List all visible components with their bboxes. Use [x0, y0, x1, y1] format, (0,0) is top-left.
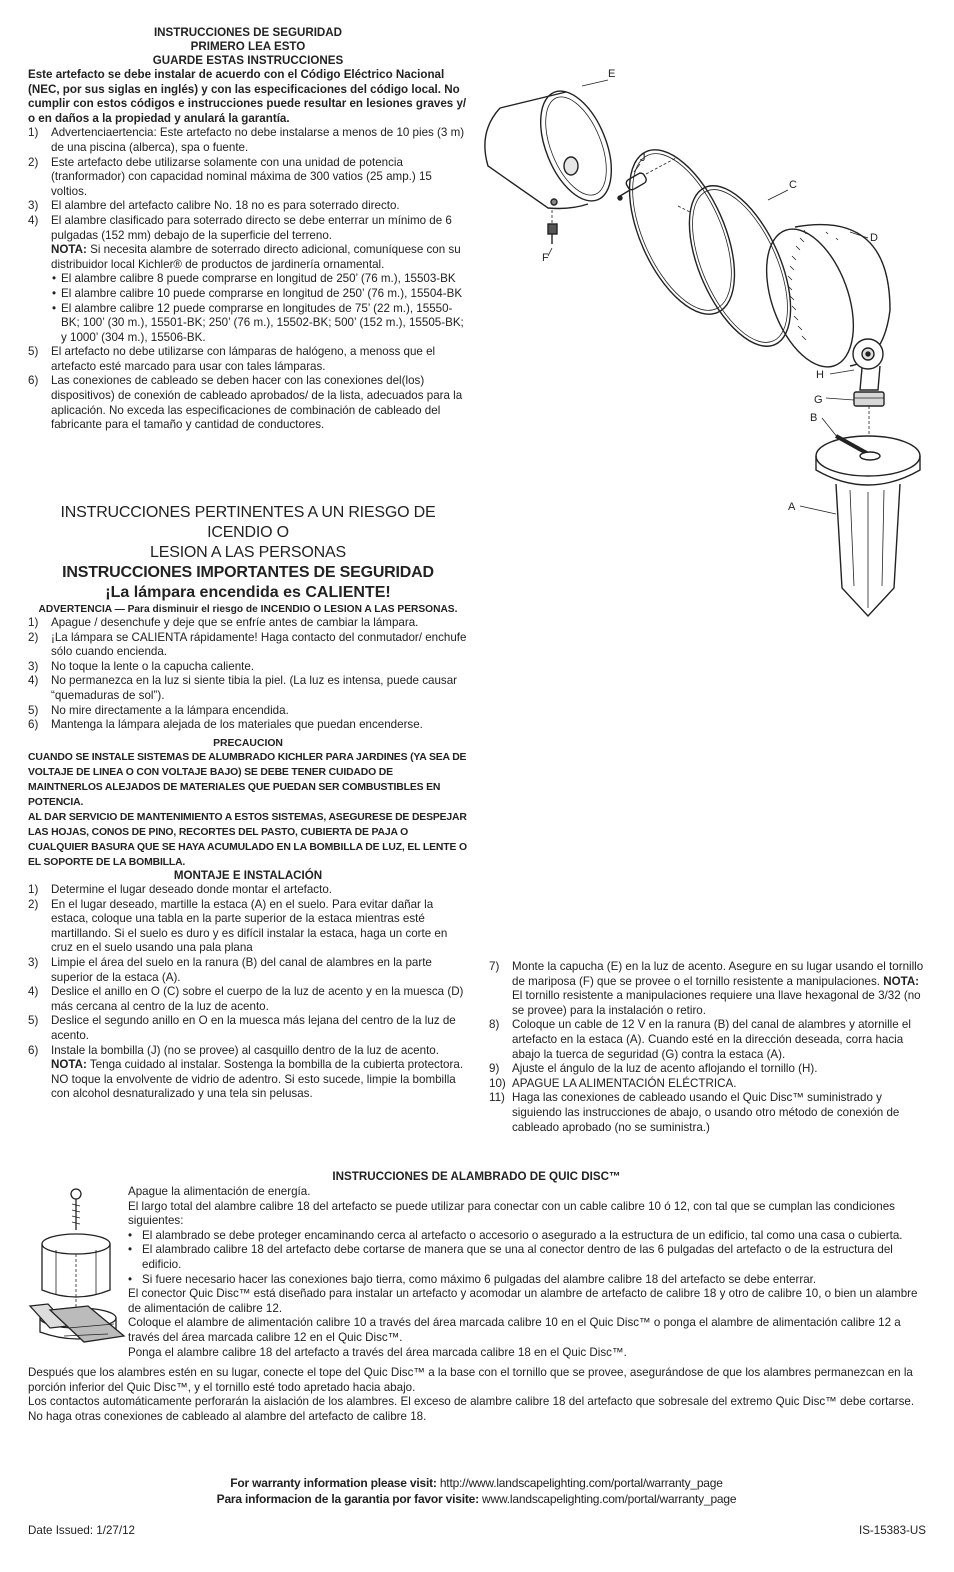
label-a: A	[788, 501, 796, 513]
install-step: 1) Determine el lugar deseado donde montar el artefacto.	[28, 883, 332, 896]
install-step: 10) APAGUE LA ALIMENTACIÓN ELÉCTRICA.	[489, 1076, 737, 1090]
install-step: 9) Ajuste el ángulo de la luz de acento aflojando el tornillo (H).	[489, 1062, 818, 1076]
fixture-exploded-diagram	[470, 60, 940, 630]
fire-item: 1) Apague / desenchufe y deje que se enfríe antes de cambiar la lámpara.	[28, 616, 419, 629]
hood-part	[485, 81, 626, 211]
safety-title: INSTRUCCIONES DE SEGURIDAD PRIMERO LEA ESTO GUARDE ESTAS INSTRUCCIONES	[152, 26, 344, 67]
hot-lamp-heading: ¡La lámpara encendida es CALIENTE!	[105, 584, 391, 601]
safety-item: 4) El alambre clasificado para soterrado directo se debe enterrar un mínimo de 6 pulgadas (152 mm) debajo de la superficie del terreno.	[28, 213, 452, 242]
quic-disc-instructions: Apague la alimentación de energía. El largo total del alambre calibre 18 del artefacto se puede utilizar para conectar con un cable calibre 10 ó 12, con tal que se cumplan las condiciones siguientes: • El alambrado se debe proteger encaminando cerca al artefacto o accesorio o asegurado a la estructura de un edificio, tal como una casa o cubierta. • El alambrado calibre 18 del artefacto debe cortarse de manera que se una al conector dentro de las 6 pulgadas del artefacto o de la estructura del edificio. • Si fuere necesario hacer las conexiones bajo tierra, como máximo 6 pulgadas del alambre calibre 18 del artefacto se debe enterrar. El conector Quic Disc™ está diseñado para instalar un artefacto y acomodar un alambre de artefacto de calibre 18 y otro de calibre 10, o bien un alambre de alimentación de calibre 12. Coloque el alambre de alimentación calibre 10 a través del área marcada calibre 10 en el Quic Disc™ o ponga el alambre de alimentación calibre 12 a través del área marcada calibre 12 en el Quic Disc™. Ponga el alambre calibre 18 del artefacto a través del área marcada calibre 18 en el Quic Disc™.	[128, 1185, 925, 1360]
fire-warning: ADVERTENCIA — Para disminuir el riesgo de INCENDIO O LESION A LAS PERSONAS.	[38, 604, 458, 615]
fire-heading-1: INSTRUCCIONES PERTINENTES A UN RIESGO DE ICENDIO O	[60, 504, 436, 541]
install-step: 5) Deslice el segundo anillo en O en la muesca más lejana del centro de la luz de acento.	[28, 1014, 456, 1042]
quic-bullet: • Si fuere necesario hacer las conexiones bajo tierra, como máximo 6 pulgadas del alambre calibre 18 del artefacto se debe enterrar.	[128, 1272, 817, 1286]
fire-item: 4) No permanezca en la luz si siente tibia la piel. (La luz es intensa, puede causar “quemaduras de sol”).	[28, 674, 458, 702]
install-step: 11) Haga las conexiones de cableado usando el Quic Disc™ suministrado y siguiendo las instrucciones de abajo, o usando otro método de conexión de cableado aprobado (no se suministra.)	[489, 1091, 900, 1134]
document-code: IS-15383-US	[858, 1524, 926, 1537]
caution-paragraph: AL DAR SERVICIO DE MANTENIMIENTO A ESTOS SISTEMAS, ASEGURESE DE DESPEJAR LAS HOJAS, CONOS DE PINO, RECORTES DEL PASTO, CUBIERTA DE PAJA O CUALQUIER BASURA QUE SE HAYA ACUMULADO EN LA BOMBILLA DE LUZ, EL LENTE O EL SOPORTE DE LA BOMBILLA.	[28, 812, 467, 868]
safety-intro: Este artefacto se debe instalar de acuerdo con el Código Eléctrico Nacional (NEC, por sus siglas en inglés) y con las especificaciones del código local. No cumplir con estos códigos e instrucciones puede resultar en lesiones graves y/ o en daños a la propiedad y anulará la garantía.	[28, 68, 467, 125]
thumb-screw-part	[548, 210, 557, 244]
quic-bullet: • El alambrado se debe proteger encaminando cerca al artefacto o accesorio o asegurado a la estructura de un edificio, tal como una casa o cubierta.	[128, 1228, 903, 1242]
label-g: G	[814, 394, 823, 406]
warranty-link-en[interactable]: http://www.landscapelighting.com/portal/warranty_page	[436, 1476, 723, 1490]
fire-heading-3: INSTRUCCIONES IMPORTANTES DE SEGURIDAD	[62, 564, 434, 581]
install-step: 6) Instale la bombilla (J) (no se provee) al casquillo dentro de la luz de acento. NOTA: Tenga cuidado al instalar. Sostenga la bombilla de la cubierta protectora. NO toque la envolvente de vidrio de adentro. Si esto sucede, limpie la bombilla con alcohol desnaturalizado y una tela sin pelusas.	[28, 1043, 464, 1101]
wire-bullet: • El alambre calibre 8 puede comprarse en longitud de 250’ (76 m.), 15503-BK	[52, 272, 456, 286]
caution-section	[28, 737, 468, 870]
fire-section	[28, 503, 468, 733]
date-issued: Date Issued: 1/27/12	[28, 1524, 135, 1537]
fire-item: 2) ¡La lámpara se CALIENTA rápidamente! Haga contacto del conmutador/ enchufe sólo cuando encienda.	[28, 630, 467, 659]
install-step: 4) Deslice el anillo en O (C) sobre el cuerpo de la luz de acento y en la muesca (D) más cercana al centro de la luz de acento.	[28, 985, 464, 1013]
safety-item: 1) Advertenciaertencia: Este artefacto no debe instalarse a menos de 10 pies (3 m) de una piscina (alberca), spa o fuente.	[28, 126, 465, 154]
install-title: MONTAJE E INSTALACIÓN	[173, 869, 323, 882]
safety-item: 2) Este artefacto debe utilizarse solamente con una unidad de potencia (tranformador) con capacidad nominal máxima de 300 vatios (25 amp.) 15 voltios.	[28, 155, 432, 198]
safety-section	[28, 26, 468, 433]
fire-heading-2: LESION A LAS PERSONAS	[150, 544, 346, 561]
wire-bullet: • El alambre calibre 12 puede comprarse en longitudes de 75’ (22 m.), 15550-BK; 100’ (30 m.), 15501-BK; 250’ (76 m.), 15502-BK; 500’ (152 m.), 15505-BK; y 1000’ (304 m.), 15506-BK.	[52, 301, 464, 344]
caution-paragraph: CUANDO SE INSTALE SISTEMAS DE ALUMBRADO KICHLER PARA JARDINES (YA SEA DE VOLTAJE DE LINEA O CON VOLTAJE BAJO) SE DEBE TENER CUIDADO DE MAINTNERLOS ALEJADOS DE MATERIALES QUE PUEDAN SER COMBUSTIBLES EN POTENCIA.	[28, 752, 467, 808]
warranty-info: For warranty information please visit: http://www.landscapelighting.com/portal/warranty_page Para informacion de la garantia por favor visite: www.landscapelighting.com/portal/warranty_page	[216, 1476, 737, 1506]
label-e: E	[608, 68, 616, 80]
quic-bullet: • El alambrado calibre 18 del artefacto debe cortarse de manera que se una al conector dentro de las 6 pulgadas del artefacto o de la estructura del edificio.	[128, 1243, 893, 1271]
safety-item: 3) El alambre del artefacto calibre No. 18 no es para soterrado directo.	[28, 199, 400, 213]
label-h: H	[816, 369, 824, 381]
quic-disc-title: INSTRUCCIONES DE ALAMBRADO DE QUIC DISC™	[332, 1170, 621, 1183]
fire-item: 6) Mantenga la lámpara alejada de los materiales que puedan encenderse.	[28, 718, 423, 732]
lamp-part	[618, 158, 676, 200]
install-step: 2) En el lugar deseado, martille la estaca (A) en el suelo. Para evitar dañar la estaca, coloque una tabla en la parte superior de la estaca mientras esté martillando. Si el suelo es duro y es difícil instalar la estaca, haga un corte en cruz en el suelo usando una pala plana	[28, 897, 448, 955]
install-step: 8) Coloque un cable de 12 V en la ranura (B) del canal de alambres y atornille el artefacto en la estaca (A). Cuando esté en la dirección deseada, corra hacia abajo la tuerca de seguridad (G) contra la estaca (A).	[489, 1018, 911, 1061]
warranty-link-es[interactable]: www.landscapelighting.com/portal/warranty_page	[478, 1491, 737, 1506]
label-b: B	[810, 412, 818, 424]
install-continued	[489, 960, 925, 1135]
label-f: F	[542, 252, 549, 264]
caution-title: PRECAUCION	[213, 738, 283, 749]
wire-bullet: • El alambre calibre 10 puede comprarse en longitud de 250’ (76 m.), 15504-BK	[52, 286, 463, 300]
safety-note: NOTA: Si necesita alambre de soterrado directo adicional, comuníquese con su distribuidor local Kichler® de productos de jardinería ornamental.	[51, 243, 461, 271]
ground-stake-part	[816, 436, 920, 616]
quic-disc-instructions-full: Después que los alambres estén en su lugar, conecte el tope del Quic Disc™ a la base con el tornillo que se provee, asegurándose de que los alambres permanezcan en la porción inferior del Quic Disc™, y el tornillo esté todo apretado hacia abajo. Los contactos automáticamente perforarán la aislación de los alambres. El exceso de alambre calibre 18 del artefacto que sobresale del extremo Quic Disc™ debe cortarse. No haga otras conexiones de cableado al alambre del artefacto de calibre 18.	[28, 1366, 915, 1423]
install-step: 3) Limpie el área del suelo en la ranura (B) del canal de alambres en la parte superior de la estaca (A).	[28, 955, 432, 984]
safety-item: 6) Las conexiones de cableado se deben hacer con las conexiones del(los) dispositivos) de conexión de cableado aprobados/ de la lista, adecuados para la aplicación. No exceda las especificaciones de combinación de cableado del fabricante para el tamaño y cantidad de conductores.	[28, 374, 463, 432]
install-step: 7) Monte la capucha (E) en la luz de acento. Asegure en su lugar usando el tornillo de mariposa (F) que se provee o el tornillo resistente a manipulaciones. NOTA: El tornillo resistente a manipulaciones requiere una llave hexagonal de 3/32 (no se provee) para la instalación o retiro.	[489, 960, 924, 1017]
adjust-knuckle-part	[853, 339, 883, 390]
fire-item: 3) No toque la lente o la capucha caliente.	[28, 659, 255, 673]
safety-item: 5) El artefacto no debe utilizarse con lámparas de halógeno, a menoss que el artefacto esté marcado para usar con tales lámparas.	[28, 345, 436, 373]
install-section	[28, 869, 468, 1102]
quic-disc-diagram	[28, 1186, 128, 1358]
label-c: C	[789, 179, 797, 191]
label-j: J	[640, 152, 646, 164]
label-d: D	[870, 232, 878, 244]
fire-item: 5) No mire directamente a la lámpara encendida.	[28, 703, 289, 717]
